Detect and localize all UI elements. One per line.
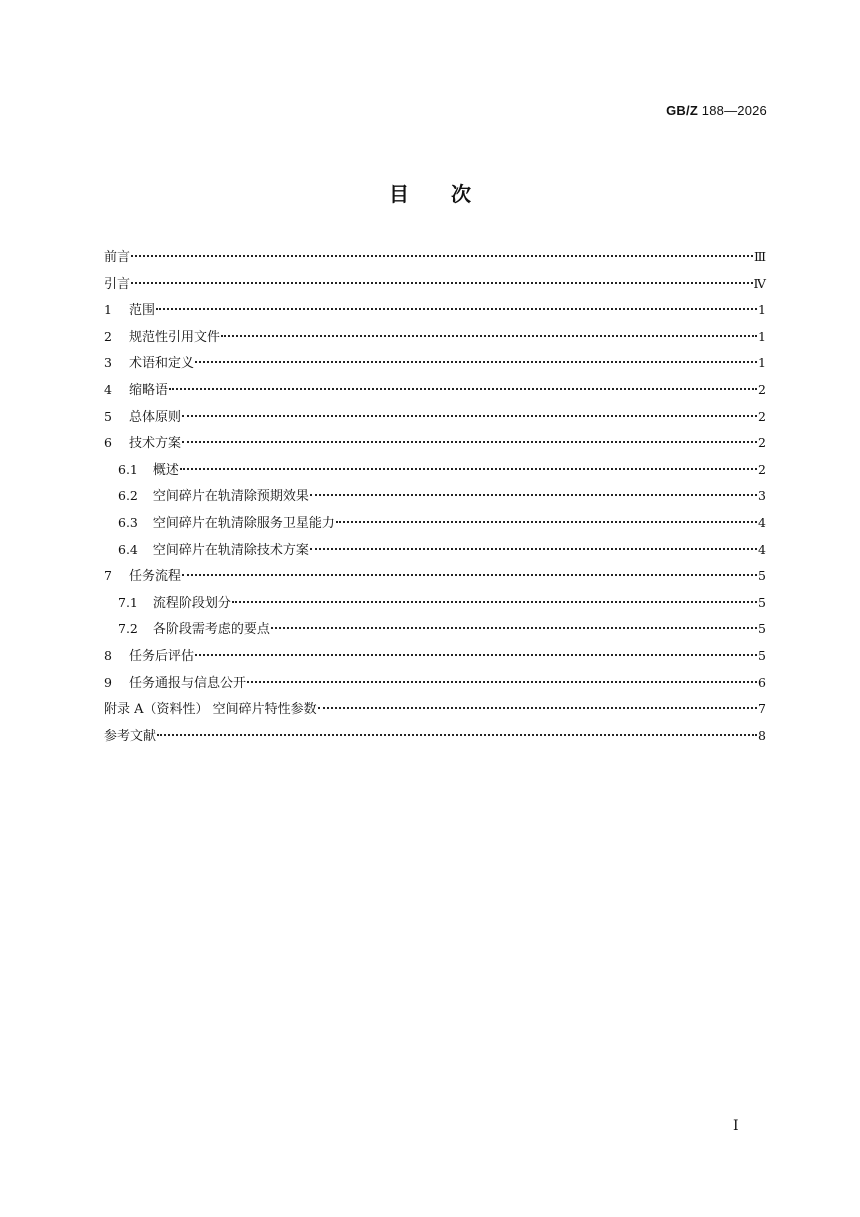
- toc-entry-label: 参考文献: [104, 728, 157, 744]
- toc-entry-number: 6: [104, 435, 112, 451]
- toc-entry-page: 5: [758, 647, 766, 663]
- toc-entry-number: 1: [104, 302, 112, 318]
- toc-dot-leader: [247, 681, 757, 683]
- toc-entry-page: Ⅲ: [753, 249, 766, 264]
- toc-dot-leader: [310, 548, 757, 550]
- toc-dot-leader: [271, 627, 757, 629]
- toc-dot-leader: [195, 361, 757, 363]
- toc-entry[interactable]: [104, 537, 766, 564]
- toc-entry-page: 2: [758, 435, 766, 451]
- toc-dot-leader: [156, 308, 757, 310]
- toc-entry[interactable]: [104, 696, 766, 723]
- toc-entry-page: 4: [758, 541, 766, 557]
- toc-entry-number: 2: [104, 328, 112, 344]
- toc-entry-page: 6: [758, 674, 766, 690]
- toc-dot-leader: [195, 654, 757, 656]
- toc-entry-page: 1: [758, 328, 766, 344]
- toc-dot-leader: [131, 282, 752, 284]
- toc-entry-number: 6.4: [118, 541, 138, 557]
- toc-dot-leader: [131, 255, 753, 257]
- toc-entry[interactable]: [104, 404, 766, 431]
- toc-entry[interactable]: [104, 590, 766, 617]
- toc-entry[interactable]: [104, 670, 766, 697]
- toc-entry-page: 4: [758, 514, 766, 530]
- title-char-2: 次: [451, 182, 471, 206]
- toc-entry-page: 2: [758, 408, 766, 424]
- toc-entry-label: 各阶段需考虑的要点: [152, 622, 270, 638]
- toc-entry-page: 7: [758, 701, 766, 717]
- toc-dot-leader: [169, 388, 757, 390]
- toc-entry-page: 1: [758, 355, 766, 371]
- toc-entry-label: 概述: [152, 462, 179, 478]
- standard-code-prefix: GB/Z: [666, 103, 698, 118]
- toc-entry-label: 空间碎片在轨清除服务卫星能力: [152, 515, 335, 531]
- toc-entry-page: 5: [758, 594, 766, 610]
- toc-entry-label: 缩略语: [128, 382, 168, 398]
- toc-entry-number: 5: [104, 408, 112, 424]
- toc-entry-number: 9: [104, 674, 112, 690]
- toc-entry[interactable]: [104, 563, 766, 590]
- toc-dot-leader: [232, 601, 757, 603]
- toc-entry-label: 范围: [128, 303, 155, 319]
- toc-dot-leader: [182, 441, 757, 443]
- toc-entry-label: 任务流程: [128, 569, 181, 585]
- toc-entry-page: Ⅳ: [753, 275, 766, 291]
- toc-entry[interactable]: [104, 510, 766, 537]
- toc-entry-number: 7.1: [118, 594, 138, 610]
- toc-dot-leader: [336, 521, 757, 523]
- toc-entry-number: 7.2: [118, 621, 138, 637]
- toc-entry-label: 任务通报与信息公开: [128, 675, 246, 691]
- toc-entry-page: 2: [758, 381, 766, 397]
- toc-entry-page: 3: [758, 488, 766, 504]
- page-number: Ⅰ: [733, 1118, 739, 1134]
- toc-entry[interactable]: [104, 244, 766, 271]
- toc-dot-leader: [310, 494, 757, 496]
- table-of-contents: [104, 244, 766, 749]
- toc-entry-page: 1: [758, 302, 766, 318]
- toc-entry[interactable]: [104, 723, 766, 750]
- toc-entry-number: 3: [104, 355, 112, 371]
- toc-entry-number: 6.1: [118, 461, 138, 477]
- toc-dot-leader: [221, 335, 757, 337]
- toc-entry-number: 7: [104, 568, 112, 584]
- toc-entry-label: 术语和定义: [128, 356, 194, 372]
- toc-entry-label: 任务后评估: [128, 648, 194, 664]
- toc-entry-label: 总体原则: [128, 409, 181, 425]
- toc-entry-label: 附录 A（资料性） 空间碎片特性参数: [104, 702, 317, 718]
- toc-entry-page: 5: [758, 621, 766, 637]
- toc-dot-leader: [318, 707, 757, 709]
- standard-code: [666, 103, 767, 118]
- toc-entry-label: 引言: [104, 276, 131, 292]
- toc-entry[interactable]: [104, 350, 766, 377]
- title-char-1: 目: [389, 182, 409, 206]
- toc-entry[interactable]: [104, 297, 766, 324]
- toc-dot-leader: [157, 734, 757, 736]
- toc-entry[interactable]: [104, 643, 766, 670]
- standard-code-number: 188—2026: [701, 103, 767, 118]
- toc-entry[interactable]: [104, 616, 766, 643]
- toc-dot-leader: [182, 574, 757, 576]
- toc-dot-leader: [180, 468, 757, 470]
- toc-entry-page: 2: [758, 461, 766, 477]
- toc-entry[interactable]: [104, 324, 766, 351]
- toc-entry-page: 5: [758, 568, 766, 584]
- toc-entry-number: 4: [104, 381, 112, 397]
- toc-entry-number: 8: [104, 647, 112, 663]
- toc-entry-label: 规范性引用文件: [128, 329, 220, 345]
- toc-entry-number: 6.3: [118, 514, 138, 530]
- toc-entry-label: 空间碎片在轨清除预期效果: [152, 489, 309, 505]
- toc-entry[interactable]: [104, 483, 766, 510]
- toc-entry[interactable]: [104, 271, 766, 298]
- toc-entry-label: 空间碎片在轨清除技术方案: [152, 542, 309, 558]
- toc-entry[interactable]: [104, 377, 766, 404]
- page-title: [0, 178, 860, 207]
- toc-entry[interactable]: [104, 430, 766, 457]
- toc-entry-label: 技术方案: [128, 436, 181, 452]
- toc-entry-number: 6.2: [118, 488, 138, 504]
- toc-entry-label: 前言: [104, 250, 131, 265]
- toc-entry-page: 8: [758, 727, 766, 743]
- toc-entry[interactable]: [104, 457, 766, 484]
- toc-entry-label: 流程阶段划分: [152, 595, 231, 611]
- toc-dot-leader: [182, 415, 757, 417]
